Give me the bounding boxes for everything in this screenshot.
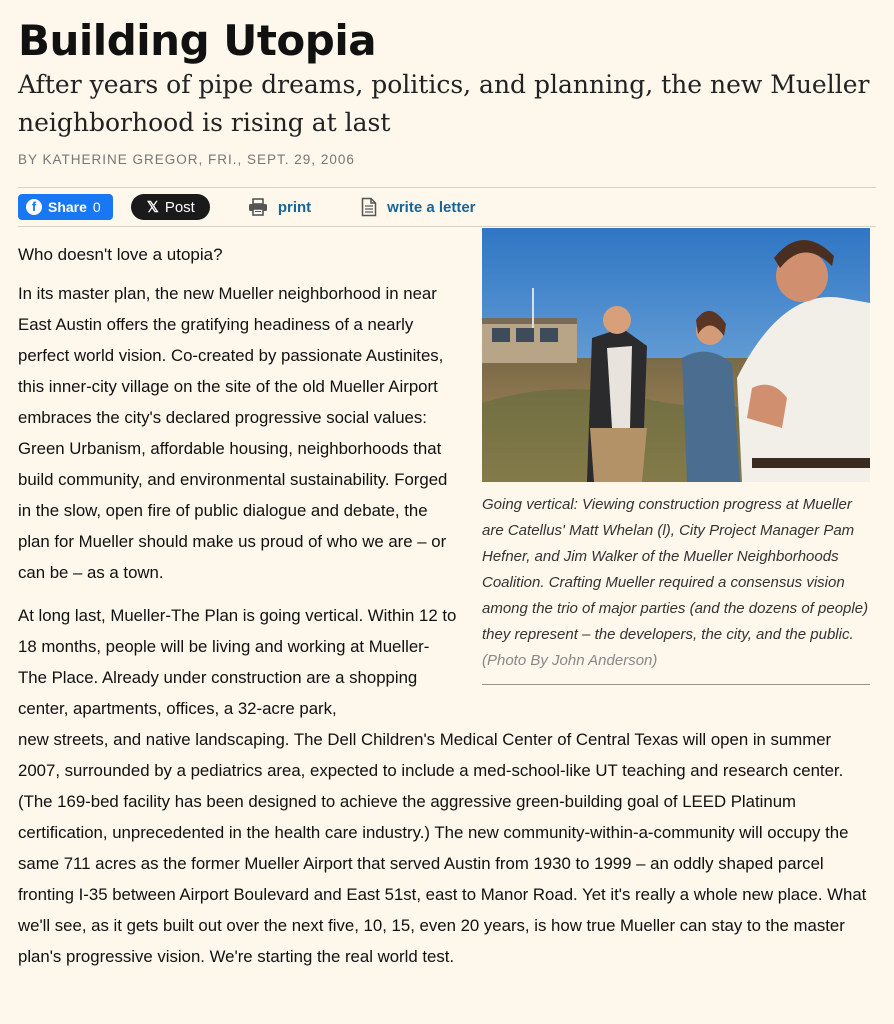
print-label: print (277, 198, 312, 216)
x-post-button[interactable] (131, 194, 210, 220)
document-icon (361, 197, 377, 217)
article-title: Building Utopia (18, 16, 377, 65)
article-lede: Who doesn't love a utopia? (18, 245, 223, 264)
caption-text: Going vertical: Viewing construction progress at Mueller are Catellus' Matt Whelan (l), City Project Manager Pam Hefner, and Jim Walker of the Mueller Neighborhoods Coalition. Crafting Mueller required a consensus vision among the trio of major parties (and the dozens of people) they represent – the developers, the city, and the public. (482, 496, 869, 643)
x-post-label: Post (164, 198, 195, 216)
paragraph-2-wide: new streets, and native landscaping. The Dell Children's Medical Center of Central Texas will open in summer 2007, surrounded by a pediatrics area, expected to include a med-school-like UT teaching and research center. (The 169-bed facility has been designed to achieve the aggressive green-building goal of LEED Platinum certification, unprecedented in the health care industry.) The new community-within-a-community will occupy the same 711 acres as the former Mueller Airport that served Austin from 1930 to 1999 – an oddly shaped parcel fronting I-35 between Airport Boulevard and East 51st, east to Manor Road. Yet it's really a whole new place. What we'll see, as it gets built out over the next five, 10, 15, even 20 years, is how true Mueller can stay to the master plan's progressive vision. We're starting the real world test. (18, 730, 867, 966)
byline: BY KATHERINE GREGOR, FRI., SEPT. 29, 2006 (18, 152, 355, 167)
facebook-icon: f (26, 199, 42, 215)
x-icon: 𝕏 (146, 199, 159, 216)
article-photo (482, 228, 870, 482)
photo-illustration (482, 228, 870, 482)
facebook-share-button[interactable] (18, 194, 113, 220)
share-bar (18, 187, 876, 227)
write-letter-label: write a letter (387, 198, 476, 216)
print-link[interactable] (248, 198, 311, 216)
facebook-share-count: 0 (92, 199, 101, 215)
article-figure (482, 228, 870, 685)
photo-credit: (Photo By John Anderson) (482, 652, 658, 669)
facebook-share-label: Share (48, 199, 87, 215)
article-dek: After years of pipe dreams, politics, and planning, the new Mueller neighborhood is rising at last (18, 70, 870, 137)
paragraph-1: In its master plan, the new Mueller neighborhood in near East Austin offers the gratifying headiness of a nearly perfect world vision. Co-created by passionate Austinites, this inner-city village on the site of the old Mueller Airport embraces the city's declared progressive social values: Green Urbanism, affordable housing, neighborhoods that build community, and environmental sustainability. Forged in the slow, open fire of public dialogue and debate, the plan for Mueller should make us proud of who we are – or can be – as a town. (18, 284, 448, 582)
paragraph-2-narrow: At long last, Mueller-The Plan is going vertical. Within 12 to 18 months, people will be living and working at Mueller-The Place. Already under construction are a shopping center, apartments, offices, a 32-acre park, (18, 606, 457, 718)
printer-icon (248, 198, 268, 216)
photo-caption (482, 492, 870, 685)
write-letter-link[interactable] (361, 197, 475, 217)
